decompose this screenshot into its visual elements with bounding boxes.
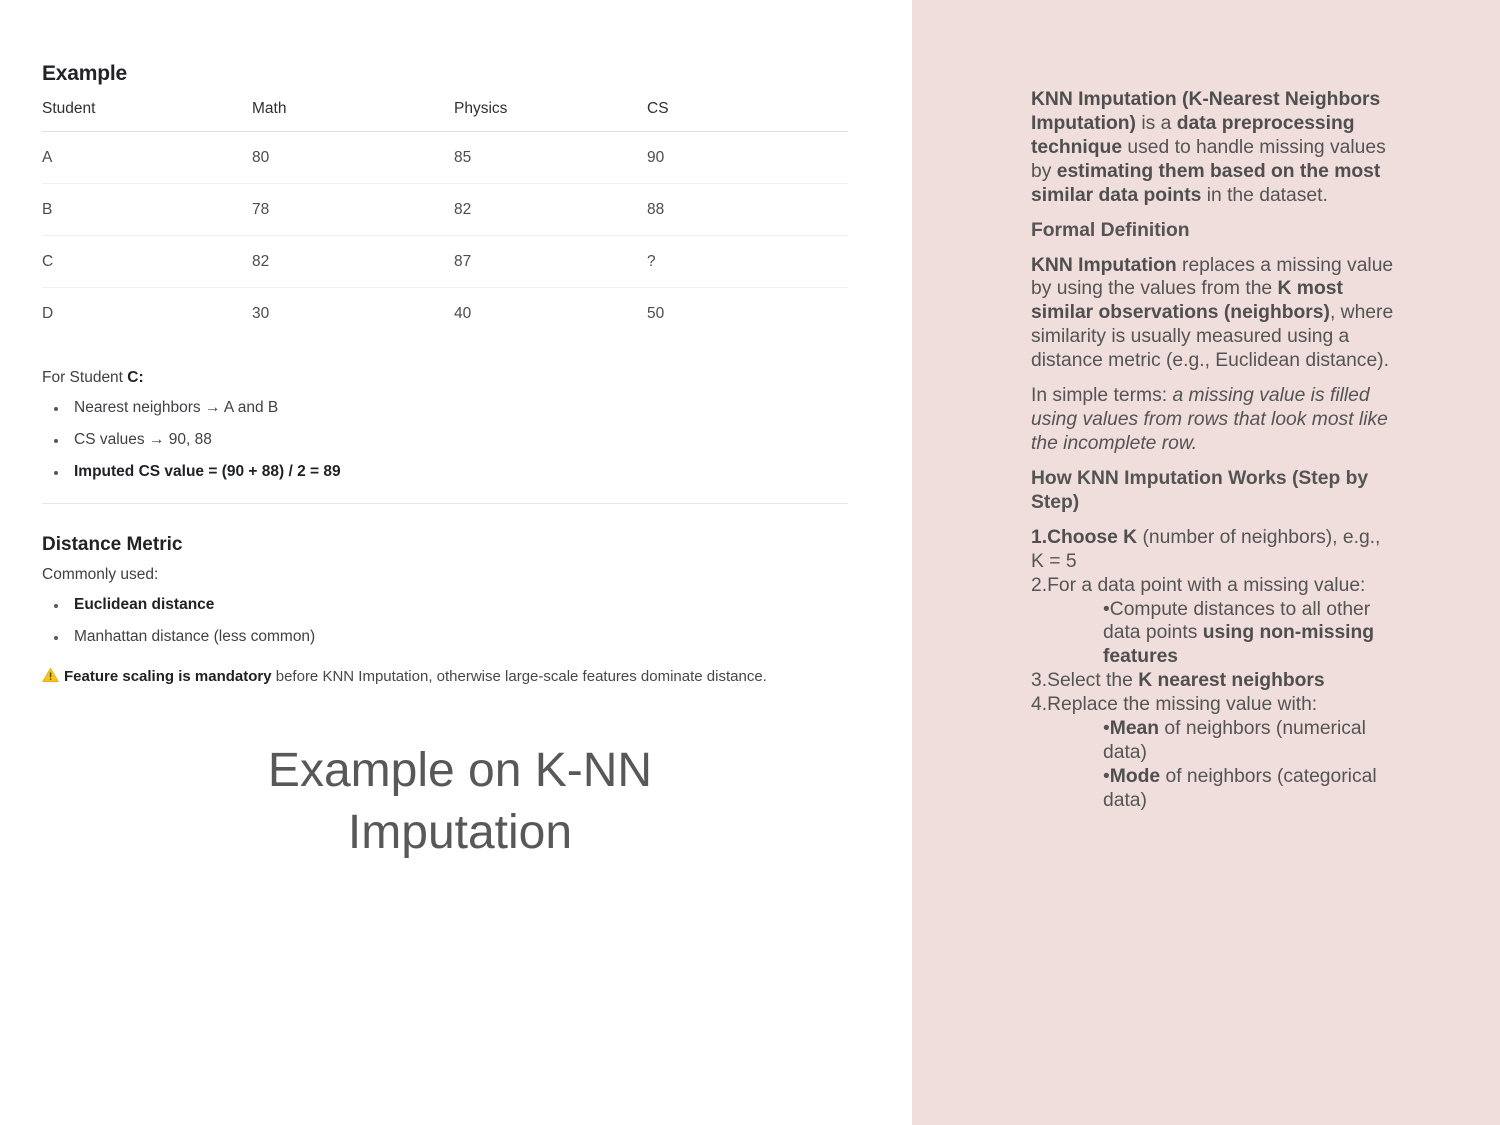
cell-math: 78 xyxy=(252,184,454,236)
step-4 xyxy=(1031,693,1397,717)
notes-intro-bold-1: KNN Imputation (K-Nearest Neighbors Imputation) xyxy=(1031,89,1381,134)
slide-title-line-1: Example on K-NN xyxy=(267,744,653,797)
slide-title xyxy=(60,740,860,865)
cell-cs: 50 xyxy=(647,305,665,322)
table-row xyxy=(42,288,848,340)
for-student-label xyxy=(42,369,852,387)
how-it-works-heading-line-1: How KNN Imputation Works xyxy=(1031,467,1287,489)
slide-title-line-2: Imputation xyxy=(347,806,573,860)
step-3-number: 3. xyxy=(1031,670,1048,692)
notes-intro-text-3: in the dataset. xyxy=(1201,184,1328,206)
list-item: Nearest neighbors → A and B xyxy=(42,399,852,417)
step-2-number: 2. xyxy=(1031,574,1048,596)
step-2-text: For a data point with a missing value: xyxy=(1047,574,1366,596)
step-3 xyxy=(1031,669,1397,693)
table-row xyxy=(42,132,848,184)
step-4-sub-bullet-mode xyxy=(1103,765,1397,813)
column-header-student: Student xyxy=(42,100,252,132)
table-row xyxy=(42,236,848,288)
list-item-imputed-value: Imputed CS value = (90 + 88) / 2 = 89 xyxy=(42,463,852,481)
bullet-glyph-icon: • xyxy=(1103,718,1110,740)
bullet-glyph-icon: • xyxy=(1103,598,1110,620)
for-student-id: C: xyxy=(127,369,144,386)
step-4-sub2-text: of neighbors (categorical data) xyxy=(1103,765,1377,811)
formal-text-1: replaces a missing value by using the values from the xyxy=(1031,254,1394,300)
cell-math: 82 xyxy=(252,236,454,288)
step-1-bold: Choose K xyxy=(1047,526,1138,548)
column-header-physics: Physics xyxy=(454,100,647,132)
cell-student: A xyxy=(42,132,252,184)
formal-bold-2: K most similar observations (neighbors) xyxy=(1031,278,1343,324)
example-heading: Example xyxy=(42,62,127,85)
step-4-sub-bullet-mean xyxy=(1103,717,1397,765)
simple-terms-italic: a missing value is filled using values from rows that look most like the incomplete row. xyxy=(1031,385,1388,454)
cell-physics: 40 xyxy=(454,305,472,322)
how-it-works-heading xyxy=(1031,467,1397,515)
list-item-manhattan: Manhattan distance (less common) xyxy=(42,628,852,646)
cell-student: B xyxy=(42,184,252,236)
cell-physics: 82 xyxy=(454,184,647,236)
steps-list xyxy=(1031,526,1397,813)
list-item-euclidean: Euclidean distance xyxy=(42,596,852,614)
step-2 xyxy=(1031,574,1397,598)
simple-terms-paragraph xyxy=(1031,384,1397,456)
formal-definition-heading: Formal Definition xyxy=(1031,219,1190,241)
notes-intro-bold-3: estimating them based on the most similar data points xyxy=(1031,160,1381,206)
notes-panel xyxy=(912,0,1500,1125)
cell-math: 30 xyxy=(252,305,270,322)
warning-triangle-icon xyxy=(42,666,59,693)
step-4-sub1-bold: Mean xyxy=(1109,718,1160,740)
notes-content xyxy=(1031,88,1397,813)
student-c-bullet-list xyxy=(42,399,852,481)
cell-cs: 90 xyxy=(647,132,848,184)
step-4-text: Replace the missing value with: xyxy=(1047,694,1318,716)
cell-student: D xyxy=(42,305,54,322)
column-header-math: Math xyxy=(252,100,454,132)
formal-bold-1: KNN Imputation xyxy=(1031,254,1177,276)
section-divider xyxy=(42,503,848,504)
step-4-sub1-text: of neighbors (numerical data) xyxy=(1103,718,1366,764)
step-4-number: 4. xyxy=(1031,694,1048,716)
cell-math: 80 xyxy=(252,132,454,184)
cell-student: C xyxy=(42,236,252,288)
list-item: CS values → 90, 88 xyxy=(42,431,852,449)
feature-scaling-warning xyxy=(42,664,832,693)
cell-physics: 85 xyxy=(454,132,647,184)
distance-metric-list xyxy=(42,596,852,646)
notes-intro-text-1: is a xyxy=(1135,112,1177,134)
bullet-glyph-icon: • xyxy=(1103,765,1110,787)
how-it-works-heading-line-2: (Step by Step) xyxy=(1031,467,1369,513)
formal-definition-paragraph xyxy=(1031,254,1397,374)
table-header-row xyxy=(42,100,848,132)
step-3-bold: K nearest neighbors xyxy=(1138,670,1325,692)
warning-bold-text: Feature scaling is mandatory xyxy=(64,668,272,685)
step-3-text: Select the xyxy=(1047,670,1139,692)
step-1-number: 1. xyxy=(1031,526,1048,548)
step-1 xyxy=(1031,526,1397,574)
distance-metric-heading: Distance Metric xyxy=(42,534,183,555)
table-body xyxy=(42,132,848,340)
step-2-sub-bold: using non-missing features xyxy=(1103,622,1375,668)
for-student-prefix: For Student xyxy=(42,369,128,386)
table-header xyxy=(42,100,848,132)
commonly-used-label: Commonly used: xyxy=(42,566,159,583)
notes-intro-bold-2: data preprocessing technique xyxy=(1031,112,1355,158)
notes-intro-paragraph xyxy=(1031,88,1397,208)
step-4-sub2-bold: Mode xyxy=(1109,765,1161,787)
notes-intro-text-2: used to handle missing values by xyxy=(1031,136,1386,182)
column-header-cs: CS xyxy=(647,100,848,132)
step-2-sub-bullet xyxy=(1103,598,1397,670)
table-row xyxy=(42,184,848,236)
step-2-sub-text: Compute distances to all other data points xyxy=(1103,598,1371,644)
formal-text-2: , where similarity is usually measured using a distance metric (e.g., Euclidean distance). xyxy=(1031,302,1394,372)
cell-physics: 87 xyxy=(454,236,647,288)
embedded-screenshot-image xyxy=(42,62,852,693)
cell-cs: 88 xyxy=(647,184,848,236)
knn-example-table xyxy=(42,100,848,339)
step-1-text: (number of neighbors), e.g., K = 5 xyxy=(1031,526,1381,572)
warning-rest-text: before KNN Imputation, otherwise large-scale features dominate distance. xyxy=(271,668,767,685)
cell-cs-missing: ? xyxy=(647,236,848,288)
simple-terms-prefix: In simple terms: xyxy=(1031,385,1173,407)
